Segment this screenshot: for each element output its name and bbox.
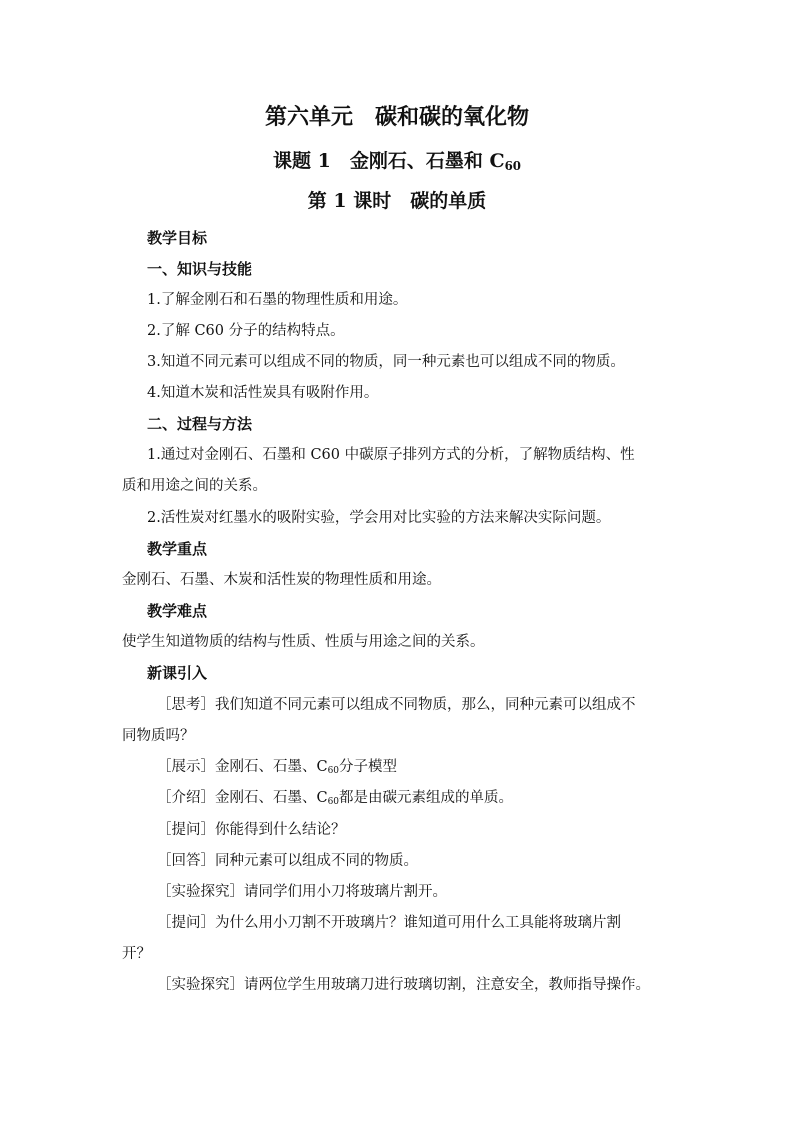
experiment-2: ［实验探究］请两位学生用玻璃刀进行玻璃切割，注意安全，教师指导操作。 <box>157 977 650 993</box>
think-line-2: 同物质吗？ <box>122 728 195 744</box>
goals-heading: 教学目标 <box>147 229 208 247</box>
lesson-title-text: 课题 1 金刚石、石墨和 C <box>273 150 505 172</box>
introduce-text-b: 都是由碳元素组成的单质。 <box>339 790 514 806</box>
question-2-line-2: 开？ <box>122 946 151 962</box>
sec1-item-2: 2.了解 C60 分子的结构特点。 <box>147 323 345 339</box>
difficulty-text: 使学生知道物质的结构与性质、性质与用途之间的关系。 <box>122 634 485 650</box>
question-1: ［提问］你能得到什么结论？ <box>157 822 346 838</box>
lesson-title-subscript: 60 <box>504 158 521 173</box>
sec2-item-1-line-1: 1.通过对金刚石、石墨和 C60 中碳原子排列方式的分析，了解物质结构、性 <box>147 447 635 463</box>
sec1-heading: 一、知识与技能 <box>147 260 253 278</box>
introduce-line <box>157 783 513 813</box>
answer-1: ［回答］同种元素可以组成不同的物质。 <box>157 853 418 869</box>
sec2-heading: 二、过程与方法 <box>147 415 253 433</box>
difficulty-heading: 教学难点 <box>147 602 208 620</box>
unit-title: 第六单元 碳和碳的氧化物 <box>264 104 529 130</box>
question-2-line-1: ［提问］为什么用小刀割不开玻璃片？谁知道可用什么工具能将玻璃片割 <box>157 915 621 931</box>
experiment-1: ［实验探究］请同学们用小刀将玻璃片割开。 <box>157 884 447 900</box>
key-text: 金刚石、石墨、木炭和活性炭的物理性质和用途。 <box>122 572 441 588</box>
key-heading: 教学重点 <box>147 540 208 558</box>
show-line <box>157 752 397 782</box>
introduce-subscript: 60 <box>327 797 340 808</box>
sec1-item-3: 3.知道不同元素可以组成不同的物质，同一种元素也可以组成不同的物质。 <box>147 354 625 370</box>
intro-heading: 新课引入 <box>147 664 208 682</box>
show-subscript: 60 <box>327 766 340 777</box>
think-line-1: ［思考］我们知道不同元素可以组成不同物质，那么，同种元素可以组成不 <box>157 697 636 713</box>
period-title: 第 1 课时 碳的单质 <box>307 190 487 212</box>
sec2-item-1-line-2: 质和用途之间的关系。 <box>122 478 267 494</box>
sec2-item-2: 2.活性炭对红墨水的吸附实验，学会用对比实验的方法来解决实际问题。 <box>147 510 611 526</box>
show-text-a: ［展示］金刚石、石墨、C <box>157 759 328 775</box>
lesson-title <box>0 146 794 176</box>
sec1-item-1: 1.了解金刚石和石墨的物理性质和用途。 <box>147 292 408 308</box>
introduce-text-a: ［介绍］金刚石、石墨、C <box>157 790 328 806</box>
show-text-b: 分子模型 <box>339 759 398 775</box>
sec1-item-4: 4.知道木炭和活性炭具有吸附作用。 <box>147 385 379 401</box>
